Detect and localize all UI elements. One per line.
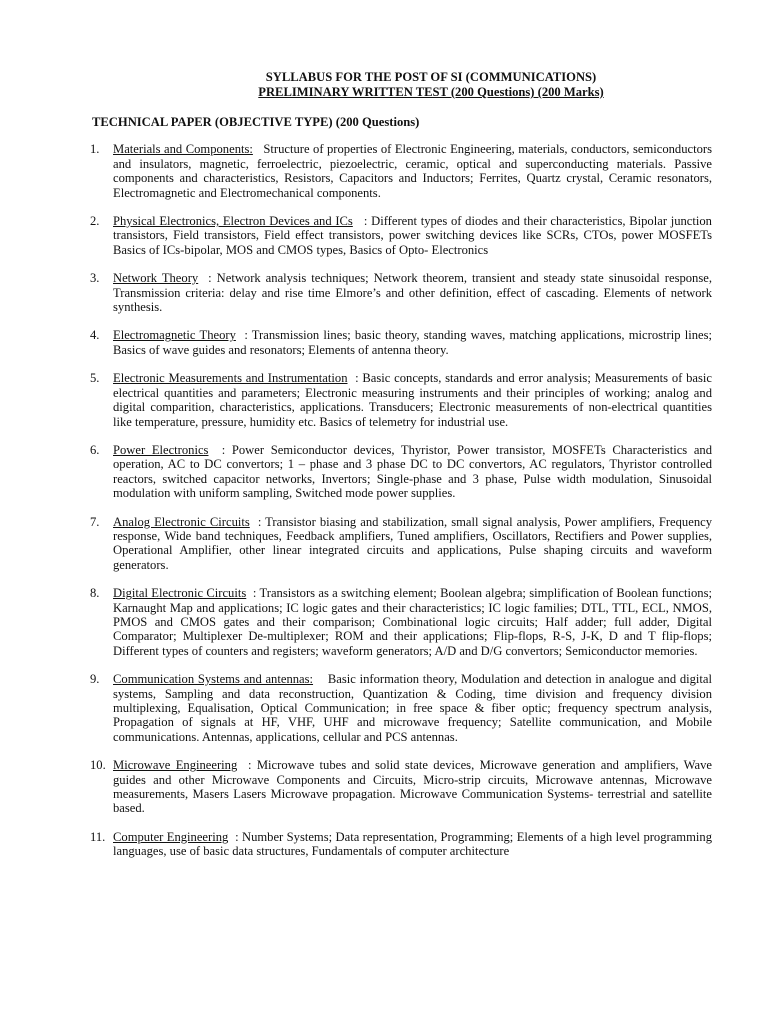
- topic-number: 1.: [90, 142, 100, 157]
- topic-text: : Microwave tubes and solid state devices, Microwave generation and amplifiers, Wave guides and other Microwave Components and Circuits, Micro-strip circuits, Microwave antennas, Microwave measurements, Masers Lasers Microwave propagation. Microwave Communication Systems- terrestrial and satellite based.: [113, 758, 713, 816]
- topic-text: : Power Semiconductor devices, Thyristor, Power transistor, MOSFETs Characteristics and operation, AC to DC convertors; 1 – phase and 3 phase DC to DC convertors, AC regulators, Thyristor controlled reactors, switched capacitor networks, Invertors; Single-phase and 3 phase, Pulse width modulation, Sinusoidal modulation with uniform sampling, Switched mode power supplies.: [113, 442, 713, 501]
- topic-text: : Different types of diodes and their characteristics, Bipolar junction transistors, Field transistors, Field effect transistors, power switching devices like SCRs, CTOs, power MOSFETs Basics of ICs-bipolar, MOS and CMOS types, Basics of Opto- Electronics: [113, 214, 712, 257]
- section-heading: TECHNICAL PAPER (OBJECTIVE TYPE) (200 Questions): [92, 115, 420, 129]
- topic-text: Basic information theory, Modulation and detection in analogue and digital systems, Sampling and data reconstruction, Quantization & Coding, time division and frequency division multiplexing, Equalisation, Optical Communication; in free space & fiber optic; frequency spectrum analysis, Propagation of signals at HF, VHF, UHF and microwave frequency; Satellite communication, and Mobile communications. Antennas, applications, cellular and PCS antennas.: [113, 672, 713, 744]
- topic-number: 11.: [90, 829, 106, 844]
- topic-item: [90, 214, 712, 257]
- topic-text: : Basic concepts, standards and error analysis; Measurements of basic electrical quantities and parameters; Electronic measuring instruments and their principles of working; analog and digital comparition, characteristics, applications. Transducers; Electronic measurements of non-electrical quantities like temperature, pressure, humidity etc. Basics of telemetry for industrial use.: [113, 371, 713, 429]
- topic-heading: Microwave Engineering: [113, 758, 238, 773]
- topic-text: : Transistors as a switching element; Boolean algebra; simplification of Boolean functions; Karnaught Map and applications; IC logic gates and their characteristics; IC logic families; DTL, TTL, ECL, NMOS, PMOS and CMOS gates and their comparison; Combinational logic circuits; Half adder; full adder, Digital Comparator; Multiplexer De-multiplexer; ROM and their applications; Flip-flops, R-S, J-K, D and T flip-flops; Different types of counters and registers; waveform generators; A/D and D/G convertors; Semiconductor memories.: [113, 586, 713, 658]
- topic-heading: Analog Electronic Circuits: [113, 514, 250, 529]
- topic-heading: Materials and Components:: [113, 142, 253, 157]
- topic-text: : Number Systems; Data representation, Programming; Elements of a high level programming languages, use of basic data structures, Fundamentals of computer architecture: [113, 829, 712, 859]
- topic-heading: Digital Electronic Circuits: [113, 586, 247, 601]
- topic-item: [90, 328, 712, 357]
- topic-item: [90, 443, 712, 501]
- topic-number: 6.: [90, 442, 100, 457]
- topic-text: : Transmission lines; basic theory, standing waves, matching applications, microstrip lines; Basics of wave guides and resonators; Elements of antenna theory.: [113, 328, 713, 357]
- topic-number: 5.: [90, 371, 100, 386]
- topic-number: 3.: [90, 271, 100, 286]
- topic-item: [90, 271, 712, 314]
- topic-text: : Transistor biasing and stabilization, small signal analysis, Power amplifiers, Frequency response, Wide band techniques, Feedback amplifiers, Tuned amplifiers, Oscillators, Rectifiers and Power supplies, Operational Amplifier, other linear integrated circuits and applications, Pulse shaping circuits and waveform generators.: [113, 514, 713, 572]
- topic-item: [90, 586, 712, 658]
- topic-text: Structure of properties of Electronic Engineering, materials, conductors, semiconductors and insulators, magnetic, ferroelectric, piezoelectric, ceramic, optical and superconducting materials. Passive components and characteristics, Resistors, Capacitors and Inductors; Ferrites, Quartz crystal, Ceramic resonators, Electromagnetic and Electromechanical components.: [113, 142, 712, 200]
- topic-heading: Power Electronics: [113, 442, 209, 457]
- topic-list: [90, 142, 712, 858]
- topic-item: [90, 371, 712, 429]
- topic-text: : Network analysis techniques; Network theorem, transient and steady state sinusoidal response, Transmission criteria: delay and rise time Elmore’s and other definition, effect of cascading. Elements of network synthesis.: [113, 271, 712, 315]
- topic-item: [90, 515, 712, 573]
- title-line-2: PRELIMINARY WRITTEN TEST (200 Questions) (200 Marks): [258, 85, 604, 99]
- topic-heading: Electromagnetic Theory: [113, 328, 236, 343]
- topic-heading: Computer Engineering: [113, 829, 229, 844]
- topic-number: 8.: [90, 586, 100, 601]
- topic-number: 7.: [90, 514, 100, 529]
- topic-heading: Network Theory: [113, 271, 199, 286]
- topic-heading: Communication Systems and antennas:: [113, 672, 314, 687]
- topic-number: 10.: [90, 758, 106, 773]
- topic-item: [90, 830, 712, 859]
- document-title: [150, 70, 712, 100]
- topic-number: 2.: [90, 214, 100, 229]
- topic-heading: Electronic Measurements and Instrumentation: [113, 371, 348, 386]
- topic-item: [90, 142, 712, 200]
- title-line-1: SYLLABUS FOR THE POST OF SI (COMMUNICATIONS): [265, 70, 597, 84]
- topic-item: [90, 758, 712, 816]
- topic-heading: Physical Electronics, Electron Devices and ICs: [113, 214, 353, 229]
- topic-item: [90, 672, 712, 744]
- topic-number: 4.: [90, 328, 100, 343]
- topic-number: 9.: [90, 672, 100, 687]
